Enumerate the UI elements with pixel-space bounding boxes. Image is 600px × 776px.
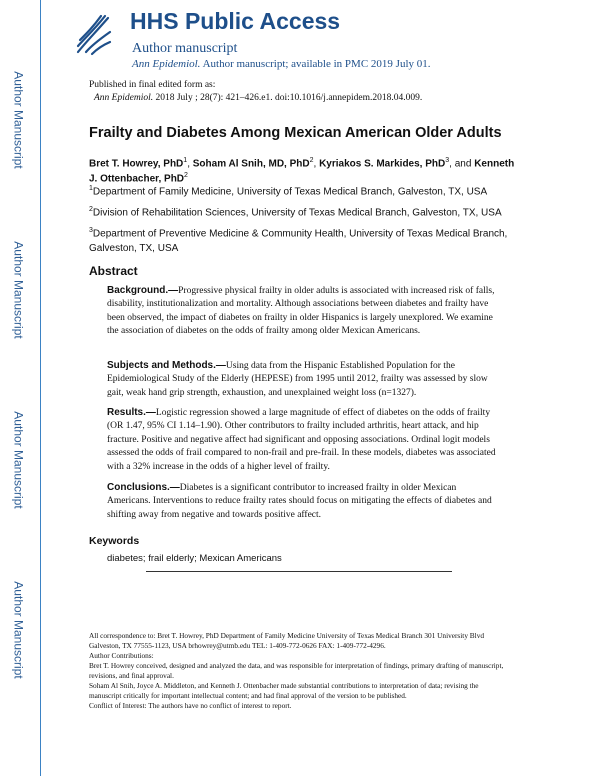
author-list: Bret T. Howrey, PhD$^1$, Soham Al Snih, MD, PhD$^2$, Kyriakos S. Markides, PhD$^3$, and Kenneth J. Ottenbacher, PhD$^2$ <box>89 157 515 185</box>
footnote-contribution: Bret T. Howrey conceived, designed and analyzed the data, and was responsible for interpretation of findings, primary drafting of manuscript, revisions, and final approval. <box>89 661 504 681</box>
footnote-correspondence: All correspondence to: Bret T. Howrey, PhD Department of Family Medicine University of Texas Medical Branch 301 University Blvd Galveston, TX 77555-1123, USA brhowrey@utmb.edu TEL: 1-409-772-0626 FAX: 1-409-772-4296. <box>89 631 484 651</box>
header-availability: Ann Epidemiol. Author manuscript; available in PMC 2019 July 01. <box>132 58 431 70</box>
publication-info: Published in final edited form as: Ann Epidemiol. 2018 July ; 28(7): 421–426.e1. doi:10.1016/j.annepidem.2018.04.009. <box>89 80 423 103</box>
abstract-conclusions: Conclusions.—Diabetes is a significant contributor to increased frailty in older Mexican Americans. Interventions to reduce frailty rates should focus on mitigating the effects of diabetes and shifting away from negative and towards positive affect. <box>107 482 492 520</box>
abstract-methods: Subjects and Methods.—Using data from the Hispanic Established Population for the Epidemiological Study of the Elderly (HEPESE) from 1995 until 2012, frailty was assessed by slow gait, weak hand grip strength, exhaustion, and unexplained weight loss (n=1327). <box>107 360 488 398</box>
sidebar-label: Author Manuscript <box>12 411 27 509</box>
hhs-eagle-icon <box>74 12 112 56</box>
article-title: Frailty and Diabetes Among Mexican American Older Adults <box>89 125 502 141</box>
abstract-results: Results.—Logistic regression showed a large magnitude of effect of diabetes on the odds of frailty (OR 1.47, 95% CI 1.14–1.90). Other contributors to frailty included arthritis, heart attack, and hip fracture. Positive and negative affect had significant and opposing associations. Ordinal logit models assessed the odds of frail compared to non-frail and pre-frail. In these models, diabetes was associated with a 32% increase in the odds of a higher level of frailty. <box>107 407 496 472</box>
abstract-heading: Abstract <box>89 264 138 278</box>
footnote-contribution: Soham Al Snih, Joyce A. Middleton, and Kenneth J. Ottenbacher made substantial contributions to interpretation of data; revising the manuscript critically for important intellectual content; and had final approval of the version to be published. <box>89 681 479 701</box>
affiliation: $^1$Department of Family Medicine, University of Texas Medical Branch, Galveston, TX, USA <box>89 185 488 198</box>
affiliation: $^2$Division of Rehabilitation Sciences, University of Texas Medical Branch, Galveston, TX, USA <box>89 206 502 219</box>
header-subtitle: Author manuscript <box>132 41 238 56</box>
keywords-heading: Keywords <box>89 535 140 547</box>
section-divider <box>146 571 452 572</box>
footnote-contributions-heading: Author Contributions: <box>89 651 154 660</box>
affiliation: $^3$Department of Preventive Medicine & Community Health, University of Texas Medical Branch, Galveston, TX, USA <box>89 227 508 255</box>
header-title: HHS Public Access <box>130 8 341 34</box>
sidebar-rule <box>40 0 41 776</box>
sidebar-label: Author Manuscript <box>12 241 27 339</box>
sidebar-label: Author Manuscript <box>12 581 27 679</box>
keywords-list: diabetes; frail elderly; Mexican Americans <box>107 553 282 564</box>
footnote-conflict: Conflict of Interest: The authors have no conflict of interest to report. <box>89 701 292 710</box>
abstract-background: Background.—Progressive physical frailty in older adults is associated with increased risk of falls, disability, institutionalization and mortality. Although associations between diabetes and frailty have been observed, the impact of diabetes on frailty in older Hispanics is largely unexplored. We examine the association of diabetes on the odds of frailty among older Mexican Americans. <box>107 285 495 337</box>
sidebar-label: Author Manuscript <box>12 71 27 169</box>
